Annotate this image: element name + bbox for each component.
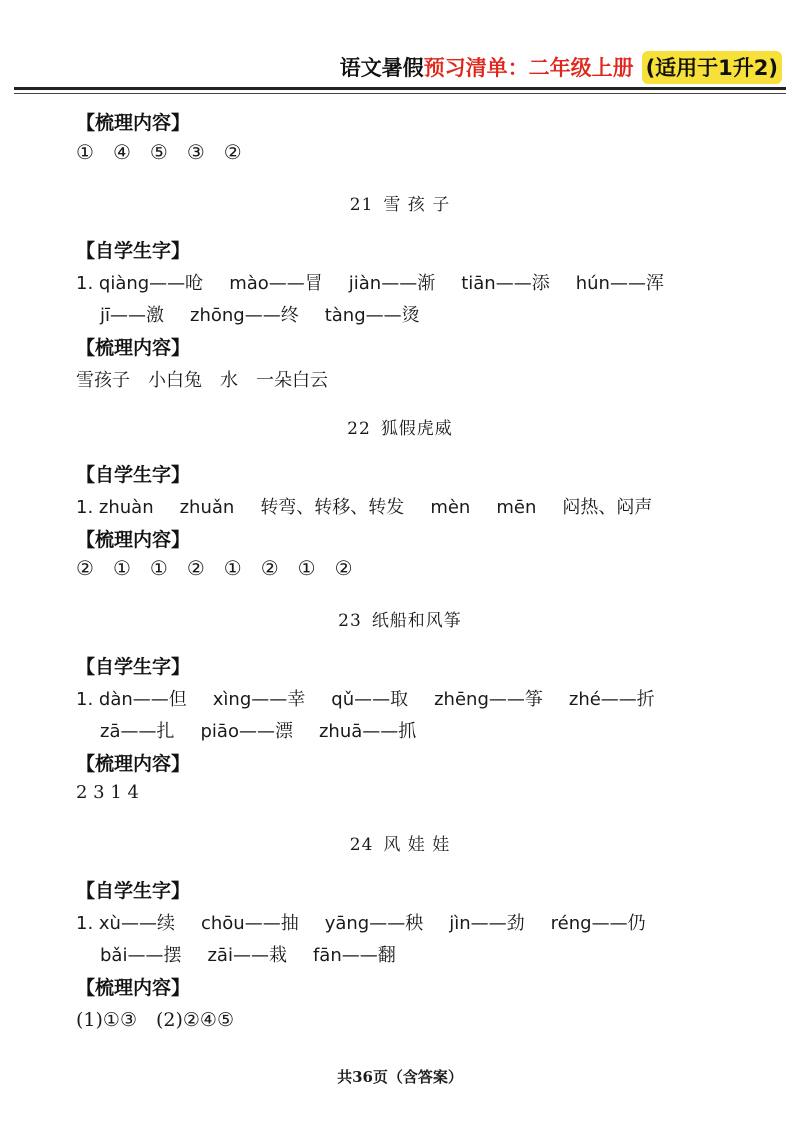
lesson-24-title bbox=[0, 830, 800, 855]
lesson-name: 雪 孩 子 bbox=[383, 195, 451, 215]
answer-item: ① bbox=[297, 556, 316, 580]
pinyin-entry: chōu——抽 bbox=[200, 913, 299, 934]
pinyin-entry: 1. qiàng——呛 bbox=[76, 273, 204, 294]
pinyin-entry: bǎi——摆 bbox=[100, 945, 182, 966]
lesson-number: 24 bbox=[349, 835, 374, 855]
lesson-21-pinyin-line-1 bbox=[76, 269, 664, 295]
lesson-21-pinyin-line-2 bbox=[100, 301, 420, 327]
lesson-21-review-content: 雪孩子 小白兔 水 一朵白云 bbox=[76, 370, 328, 391]
page-footer: 共36页（含答案） bbox=[337, 1068, 463, 1086]
lesson-24-review-heading: 【梳理内容】 bbox=[76, 977, 191, 999]
answer-item: ① bbox=[149, 556, 168, 580]
lesson-24-review-content: (1)①③ (2)②④⑤ bbox=[76, 1009, 234, 1031]
lesson-22-review-heading: 【梳理内容】 bbox=[76, 529, 191, 551]
lesson-23-pinyin-line-2 bbox=[100, 717, 416, 743]
lesson-number: 23 bbox=[338, 611, 362, 631]
answer-item: ② bbox=[186, 556, 205, 580]
lesson-23-pinyin-line-1 bbox=[76, 685, 655, 711]
lesson-name: 风 娃 娃 bbox=[383, 835, 451, 855]
word-list: 转弯、转移、转发 bbox=[260, 497, 405, 518]
lesson-23-review-heading: 【梳理内容】 bbox=[76, 753, 191, 775]
answer-item: ② bbox=[76, 556, 94, 580]
lesson-24-study-heading: 【自学生字】 bbox=[76, 880, 191, 902]
answer-item: ④ bbox=[112, 140, 131, 164]
lesson-23-review-content: 2 3 1 4 bbox=[76, 782, 139, 803]
pinyin-entry: mēn bbox=[496, 497, 537, 518]
pinyin-entry: zhuā——抓 bbox=[318, 721, 417, 742]
lesson-22-study-heading: 【自学生字】 bbox=[76, 464, 191, 486]
pinyin-entry: yāng——秧 bbox=[324, 913, 424, 934]
pinyin-entry: piāo——漂 bbox=[200, 721, 293, 742]
lesson-22-title bbox=[0, 414, 800, 439]
answer-item: ② bbox=[334, 556, 353, 580]
answer-item: ② bbox=[260, 556, 279, 580]
header-grade-note: (适用于1升2) bbox=[642, 51, 782, 84]
lesson-21-study-heading: 【自学生字】 bbox=[76, 240, 191, 262]
lesson-22-pinyin-line-1 bbox=[76, 493, 652, 519]
lesson-name: 纸船和风筝 bbox=[371, 611, 462, 631]
pinyin-entry: tàng——烫 bbox=[324, 305, 420, 326]
answer-item: ③ bbox=[186, 140, 205, 164]
pinyin-entry: xìng——幸 bbox=[212, 689, 306, 710]
header-rule-thick bbox=[14, 87, 786, 90]
pinyin-entry: mào——冒 bbox=[229, 273, 323, 294]
lesson-24-pinyin-line-2 bbox=[100, 941, 396, 967]
lesson-22-review-answers bbox=[76, 556, 372, 580]
lesson-21-review-heading: 【梳理内容】 bbox=[76, 337, 191, 359]
lesson-23-study-heading: 【自学生字】 bbox=[76, 656, 191, 678]
pinyin-entry: réng——仍 bbox=[550, 913, 646, 934]
pinyin-entry: zā——扎 bbox=[100, 721, 175, 742]
header-rule-thin bbox=[14, 93, 786, 94]
answer-item: ⑤ bbox=[149, 140, 168, 164]
pinyin-entry: qǔ——取 bbox=[331, 689, 409, 710]
pinyin-entry: jiàn——渐 bbox=[348, 273, 436, 294]
answer-item: ② bbox=[223, 140, 242, 164]
pinyin-entry: 1. dàn——但 bbox=[76, 689, 187, 710]
pinyin-entry: hún——浑 bbox=[575, 273, 664, 294]
header-title-red: 预习清单：二年级上册 bbox=[423, 56, 634, 80]
lesson-number: 21 bbox=[349, 195, 374, 215]
word-list: 闷热、闷声 bbox=[562, 497, 653, 518]
pinyin-entry: mèn bbox=[430, 497, 471, 518]
header-title-black: 语文暑假 bbox=[339, 56, 424, 80]
page-header bbox=[340, 52, 782, 82]
lesson-24-pinyin-line-1 bbox=[76, 909, 646, 935]
answer-item: ① bbox=[76, 140, 94, 164]
pinyin-entry: jìn——劲 bbox=[449, 913, 525, 934]
pinyin-entry: jī——激 bbox=[100, 305, 165, 326]
answer-item: ① bbox=[112, 556, 131, 580]
pinyin-entry: 1. xù——续 bbox=[76, 913, 175, 934]
pinyin-entry: tiān——添 bbox=[461, 273, 550, 294]
lesson-21-title bbox=[0, 190, 800, 215]
lesson-name: 狐假虎威 bbox=[380, 419, 453, 439]
pinyin-entry: zāi——栽 bbox=[207, 945, 287, 966]
answer-item: ① bbox=[223, 556, 242, 580]
pinyin-entry: fān——翻 bbox=[312, 945, 396, 966]
lesson-number: 22 bbox=[347, 419, 371, 439]
pinyin-entry: zhōng——终 bbox=[190, 305, 299, 326]
top-review-heading: 【梳理内容】 bbox=[76, 112, 191, 134]
pinyin-entry: zhēng——筝 bbox=[434, 689, 543, 710]
pinyin-entry: zhé——折 bbox=[568, 689, 655, 710]
top-review-answers bbox=[76, 140, 261, 164]
lesson-23-title bbox=[0, 606, 800, 631]
pinyin-entry: zhuǎn bbox=[179, 497, 235, 518]
pinyin-entry: 1. zhuàn bbox=[76, 497, 154, 518]
